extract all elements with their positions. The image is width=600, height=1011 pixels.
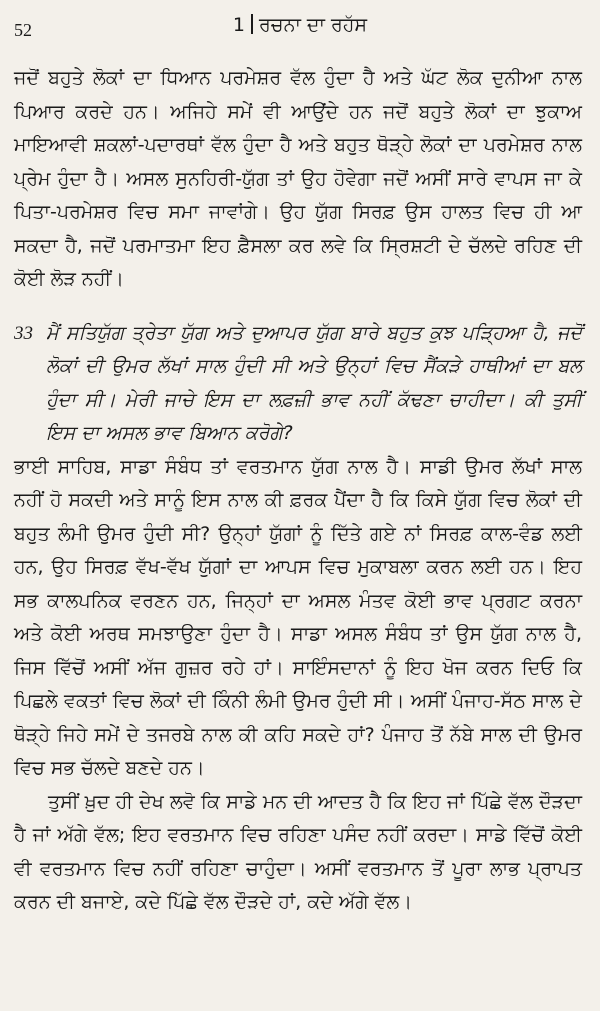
chapter-title: ਰਚਨਾ ਦਾ ਰਹੱਸ <box>259 14 368 36</box>
question-block <box>14 317 582 451</box>
body-text <box>14 62 582 920</box>
question-text: ਮੈਂ ਸਤਿਯੁੱਗ ਤ੍ਰੇਤਾ ਯੁੱਗ ਅਤੇ ਦੁਆਪਰ ਯੁੱਗ ਬਾਰੇ ਬਹੁਤ ਕੁਝ ਪੜ੍ਹਿਆ ਹੈ, ਜਦੋਂ ਲੋਕਾਂ ਦੀ ਉਮਰ ਲੱਖਾਂ ਸਾਲ ਹੁੰਦੀ ਸੀ ਅਤੇ ਉਨ੍ਹਾਂ ਵਿਚ ਸੈਂਕੜੇ ਹਾਥੀਆਂ ਦਾ ਬਲ ਹੁੰਦਾ ਸੀ। ਮੇਰੀ ਜਾਚੇ ਇਸ ਦਾ ਲਫ਼ਜ਼ੀ ਭਾਵ ਨਹੀਂ ਕੱਢਣਾ ਚਾਹੀਦਾ। ਕੀ ਤੁਸੀਂ ਇਸ ਦਾ ਅਸਲ ਭਾਵ ਬਿਆਨ ਕਰੋਗੇ? <box>46 321 582 444</box>
paragraph-2: ਭਾਈ ਸਾਹਿਬ, ਸਾਡਾ ਸੰਬੰਧ ਤਾਂ ਵਰਤਮਾਨ ਯੁੱਗ ਨਾਲ ਹੈ। ਸਾਡੀ ਉਮਰ ਲੱਖਾਂ ਸਾਲ ਨਹੀਂ ਹੋ ਸਕਦੀ ਅਤੇ ਸਾਨੂੰ ਇਸ ਨਾਲ ਕੀ ਫ਼ਰਕ ਪੈਂਦਾ ਹੈ ਕਿ ਕਿਸੇ ਯੁੱਗ ਵਿਚ ਲੋਕਾਂ ਦੀ ਬਹੁਤ ਲੰਮੀ ਉਮਰ ਹੁੰਦੀ ਸੀ? ਉਨ੍ਹਾਂ ਯੁੱਗਾਂ ਨੂੰ ਦਿੱਤੇ ਗਏ ਨਾਂ ਸਿਰਫ਼ ਕਾਲ-ਵੰਡ ਲਈ ਹਨ, ਉਹ ਸਿਰਫ਼ ਵੱਖ-ਵੱਖ ਯੁੱਗਾਂ ਦਾ ਆਪਸ ਵਿਚ ਮੁਕਾਬਲਾ ਕਰਨ ਲਈ ਹਨ। ਇਹ ਸਭ ਕਾਲਪਨਿਕ ਵਰਣਨ ਹਨ, ਜਿਨ੍ਹਾਂ ਦਾ ਅਸਲ ਮੰਤਵ ਕੋਈ ਭਾਵ ਪ੍ਰਗਟ ਕਰਨਾ ਅਤੇ ਕੋਈ ਅਰਥ ਸਮਝਾਉਣਾ ਹੁੰਦਾ ਹੈ। ਸਾਡਾ ਅਸਲ ਸੰਬੰਧ ਤਾਂ ਉਸ ਯੁੱਗ ਨਾਲ ਹੈ, ਜਿਸ ਵਿੱਚੋਂ ਅਸੀਂ ਅੱਜ ਗੁਜ਼ਰ ਰਹੇ ਹਾਂ। ਸਾਇੰਸਦਾਨਾਂ ਨੂੰ ਇਹ ਖੋਜ ਕਰਨ ਦਿਓ ਕਿ ਪਿਛਲੇ ਵਕਤਾਂ ਵਿਚ ਲੋਕਾਂ ਦੀ ਕਿੰਨੀ ਲੰਮੀ ਉਮਰ ਹੁੰਦੀ ਸੀ। ਅਸੀਂ ਪੰਜਾਹ-ਸੱਠ ਸਾਲ ਦੇ ਥੋੜ੍ਹੇ ਜਿਹੇ ਸਮੇਂ ਦੇ ਤਜਰਬੇ ਨਾਲ ਕੀ ਕਹਿ ਸਕਦੇ ਹਾਂ? ਪੰਜਾਹ ਤੋਂ ਨੱਬੇ ਸਾਲ ਦੀ ਉਮਰ ਵਿਚ ਸਭ ਚੱਲਦੇ ਬਣਦੇ ਹਨ। <box>14 455 582 779</box>
page-header <box>0 14 600 44</box>
paragraph-3: ਤੁਸੀਂ ਖ਼ੁਦ ਹੀ ਦੇਖ ਲਵੋ ਕਿ ਸਾਡੇ ਮਨ ਦੀ ਆਦਤ ਹੈ ਕਿ ਇਹ ਜਾਂ ਪਿੱਛੇ ਵੱਲ ਦੌੜਦਾ ਹੈ ਜਾਂ ਅੱਗੇ ਵੱਲ; ਇਹ ਵਰਤਮਾਨ ਵਿਚ ਰਹਿਣਾ ਪਸੰਦ ਨਹੀਂ ਕਰਦਾ। ਸਾਡੇ ਵਿੱਚੋਂ ਕੋਈ ਵੀ ਵਰਤਮਾਨ ਵਿਚ ਨਹੀਂ ਰਹਿਣਾ ਚਾਹੁੰਦਾ। ਅਸੀਂ ਵਰਤਮਾਨ ਤੋਂ ਪੂਰਾ ਲਾਭ ਪ੍ਰਾਪਤ ਕਰਨ ਦੀ ਬਜਾਏ, ਕਦੇ ਪਿੱਛੇ ਵੱਲ ਦੌੜਦੇ ਹਾਂ, ਕਦੇ ਅੱਗੇ ਵੱਲ। <box>14 790 582 913</box>
paragraph-1: ਜਦੋਂ ਬਹੁਤੇ ਲੋਕਾਂ ਦਾ ਧਿਆਨ ਪਰਮੇਸ਼ਰ ਵੱਲ ਹੁੰਦਾ ਹੈ ਅਤੇ ਘੱਟ ਲੋਕ ਦੁਨੀਆ ਨਾਲ ਪਿਆਰ ਕਰਦੇ ਹਨ। ਅਜਿਹੇ ਸਮੇਂ ਵੀ ਆਉਂਦੇ ਹਨ ਜਦੋਂ ਬਹੁਤੇ ਲੋਕਾਂ ਦਾ ਝੁਕਾਅ ਮਾਇਆਵੀ ਸ਼ਕਲਾਂ-ਪਦਾਰਥਾਂ ਵੱਲ ਹੁੰਦਾ ਹੈ ਅਤੇ ਬਹੁਤ ਥੋੜ੍ਹੇ ਲੋਕਾਂ ਦਾ ਪਰਮੇਸ਼ਰ ਨਾਲ ਪ੍ਰੇਮ ਹੁੰਦਾ ਹੈ। ਅਸਲ ਸੁਨਹਿਰੀ-ਯੁੱਗ ਤਾਂ ਉਹ ਹੋਵੇਗਾ ਜਦੋਂ ਅਸੀਂ ਸਾਰੇ ਵਾਪਸ ਜਾ ਕੇ ਪਿਤਾ-ਪਰਮੇਸ਼ਰ ਵਿਚ ਸਮਾ ਜਾਵਾਂਗੇ। ਉਹ ਯੁੱਗ ਸਿਰਫ਼ ਉਸ ਹਾਲਤ ਵਿਚ ਹੀ ਆ ਸਕਦਾ ਹੈ, ਜਦੋਂ ਪਰਮਾਤਮਾ ਇਹ ਫ਼ੈਸਲਾ ਕਰ ਲਵੇ ਕਿ ਸ੍ਰਿਸ਼ਟੀ ਦੇ ਚੱਲਦੇ ਰਹਿਣ ਦੀ ਕੋਈ ਲੋੜ ਨਹੀਂ। <box>14 67 582 290</box>
page-number: 52 <box>14 20 32 40</box>
chapter-number: 1 <box>232 14 245 36</box>
question-number: 33 <box>14 322 33 344</box>
running-head <box>0 14 600 36</box>
header-divider <box>251 14 253 34</box>
